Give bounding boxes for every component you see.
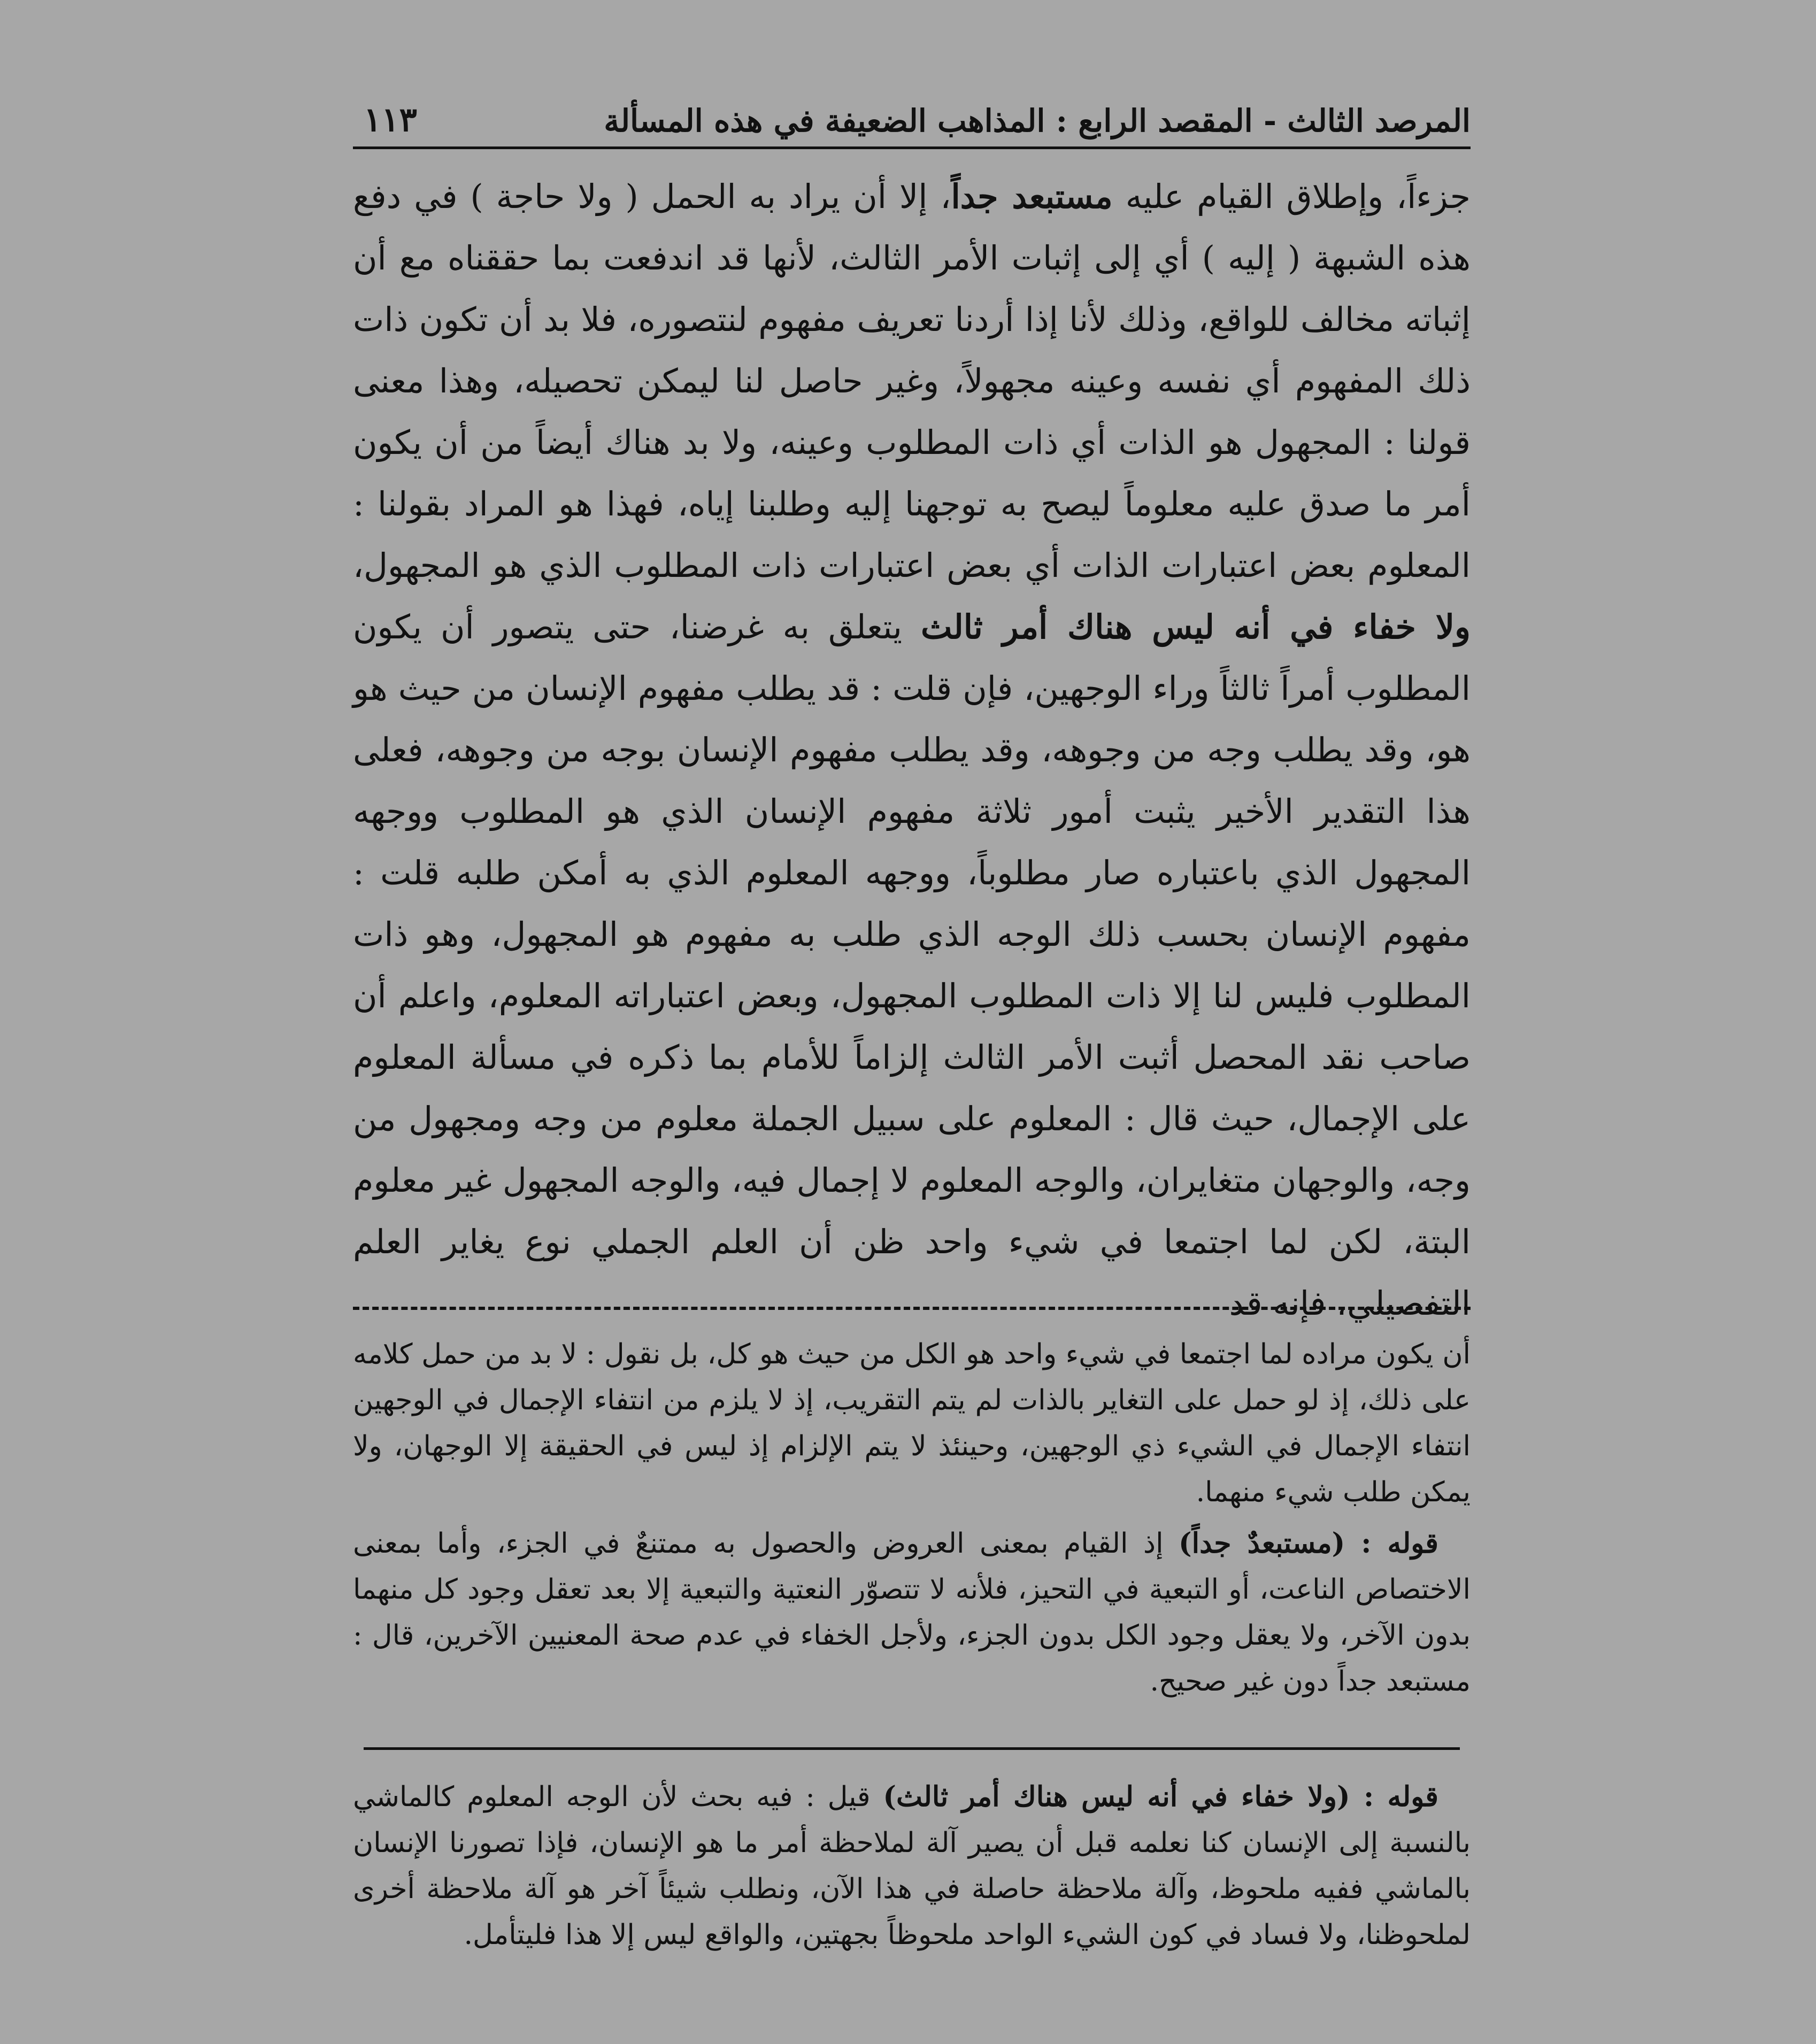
commentary-paragraph xyxy=(353,1774,1471,1958)
dashed-divider xyxy=(353,1307,1471,1310)
commentary-paragraph: أن يكون مراده لما اجتمعا في شيء واحد هو الكل من حيث هو كل، بل نقول : لا بد من حمل كلامه على ذلك، إذ لو حمل على التغاير بالذات لم يتم التقريب، إذ لا يلزم من انتفاء الإجمال في الوجهين انتفاء الإجمال في الشيء ذي الوجهين، وحينئذ لا يتم الإلزام إذ ليس في الحقيقة إلا الوجهان، ولا يمكن طلب شيء منهما. xyxy=(353,1338,1471,1508)
text-run: جزءاً، وإطلاق القيام عليه xyxy=(1112,177,1471,216)
commentary-section-2 xyxy=(353,1774,1471,1958)
page-number: ١١٣ xyxy=(364,100,417,139)
text-run: إذ القيام بمعنى العروض والحصول به ممتنعٌ في الجزء، وأما بمعنى الاختصاص الناعت، أو التبعية في التحيز، فلأنه لا تتصوّر النعتية والتبعية إلا بعد تعقل وجود كل منهما بدون الآخر، ولا يعقل وجود الكل بدون الجزء، ولأجل الخفاء في عدم صحة المعنيين الآخرين، قال : مستبعد جداً دون غير صحيح. xyxy=(353,1528,1471,1698)
commentary-paragraph xyxy=(353,1521,1471,1704)
text-run: يتعلق به غرضنا، حتى يتصور أن يكون المطلوب أمراً ثالثاً وراء الوجهين، فإن قلت : قد يطلب مفهوم الإنسان من حيث هو هو، وقد يطلب وجه من وجوهه، وقد يطلب مفهوم الإنسان بوجه من وجوهه، فعلى هذا التقدير الأخير يثبت أمور ثلاثة مفهوم الإنسان الذي هو المطلوب ووجهه المجهول الذي باعتباره صار مطلوباً، ووجهه المعلوم الذي به أمكن طلبه قلت : مفهوم الإنسان بحسب ذلك الوجه الذي طلب به مفهوم هو المجهول، وهو ذات المطلوب فليس لنا إلا ذات المطلوب المجهول، وبعض اعتباراته المعلوم، واعلم أن صاحب نقد المحصل أثبت الأمر الثالث إلزاماً للأمام بما ذكره في مسألة المعلوم على الإجمال، حيث قال : المعلوم على سبيل الجملة معلوم من وجه ومجهول من وجه، والوجهان متغايران، والوجه المعلوم لا إجمال فيه، والوجه المجهول غير معلوم البتة، لكن لما اجتمعا في شيء واحد ظن أن العلم الجملي نوع يغاير العلم التفصيلي، فإنه قد xyxy=(353,607,1471,1323)
commentary-lead: قوله : (مستبعدٌ جداً) xyxy=(1179,1527,1438,1560)
commentary-section-1 xyxy=(353,1331,1471,1704)
text-run: قيل : فيه بحث لأن الوجه المعلوم كالماشي بالنسبة إلى الإنسان كنا نعلمه قبل أن يصير آلة لملاحظة أمر ما هو الإنسان، فإذا تصورنا الإنسان بالماشي ففيه ملحوظ، وآلة ملاحظة حاصلة في هذا الآن، ونطلب شيئاً آخر هو آلة ملاحظة أخرى لملحوظنا، ولا فساد في كون الشيء الواحد ملحوظاً بجهتين، والواقع ليس إلا هذا فليتأمل. xyxy=(353,1781,1471,1951)
running-title: المرصد الثالث - المقصد الرابع : المذاهب الضعيفة في هذه المسألة xyxy=(604,103,1471,139)
main-paragraph xyxy=(353,166,1471,1334)
bold-phrase: مستبعد جداً xyxy=(951,177,1113,216)
commentary-lead: قوله : (ولا خفاء في أنه ليس هناك أمر ثالث) xyxy=(883,1780,1438,1813)
solid-divider xyxy=(364,1747,1460,1750)
book-page xyxy=(353,80,1471,1984)
bold-phrase: ولا خفاء في أنه ليس هناك أمر ثالث xyxy=(920,607,1471,646)
text-run: ، إلا أن يراد به الحمل ( ولا حاجة ) في دفع هذه الشبهة ( إليه ) أي إلى إثبات الأمر الثالث، لأنها قد اندفعت بما حققناه مع أن إثباته مخالف للواقع، وذلك لأنا إذا أردنا تعريف مفهوم لنتصوره، فلا بد أن تكون ذات ذلك المفهوم أي نفسه وعينه مجهولاً، وغير حاصل لنا ليمكن تحصيله، وهذا معنى قولنا : المجهول هو الذات أي ذات المطلوب وعينه، ولا بد هناك أيضاً من أن يكون أمر ما صدق عليه معلوماً ليصح به توجهنا إليه وطلبنا إياه، فهذا هو المراد بقولنا : المعلوم بعض اعتبارات الذات أي بعض اعتبارات ذات المطلوب الذي هو المجهول، xyxy=(353,177,1471,585)
page-header xyxy=(353,80,1471,149)
main-text xyxy=(353,166,1471,1334)
